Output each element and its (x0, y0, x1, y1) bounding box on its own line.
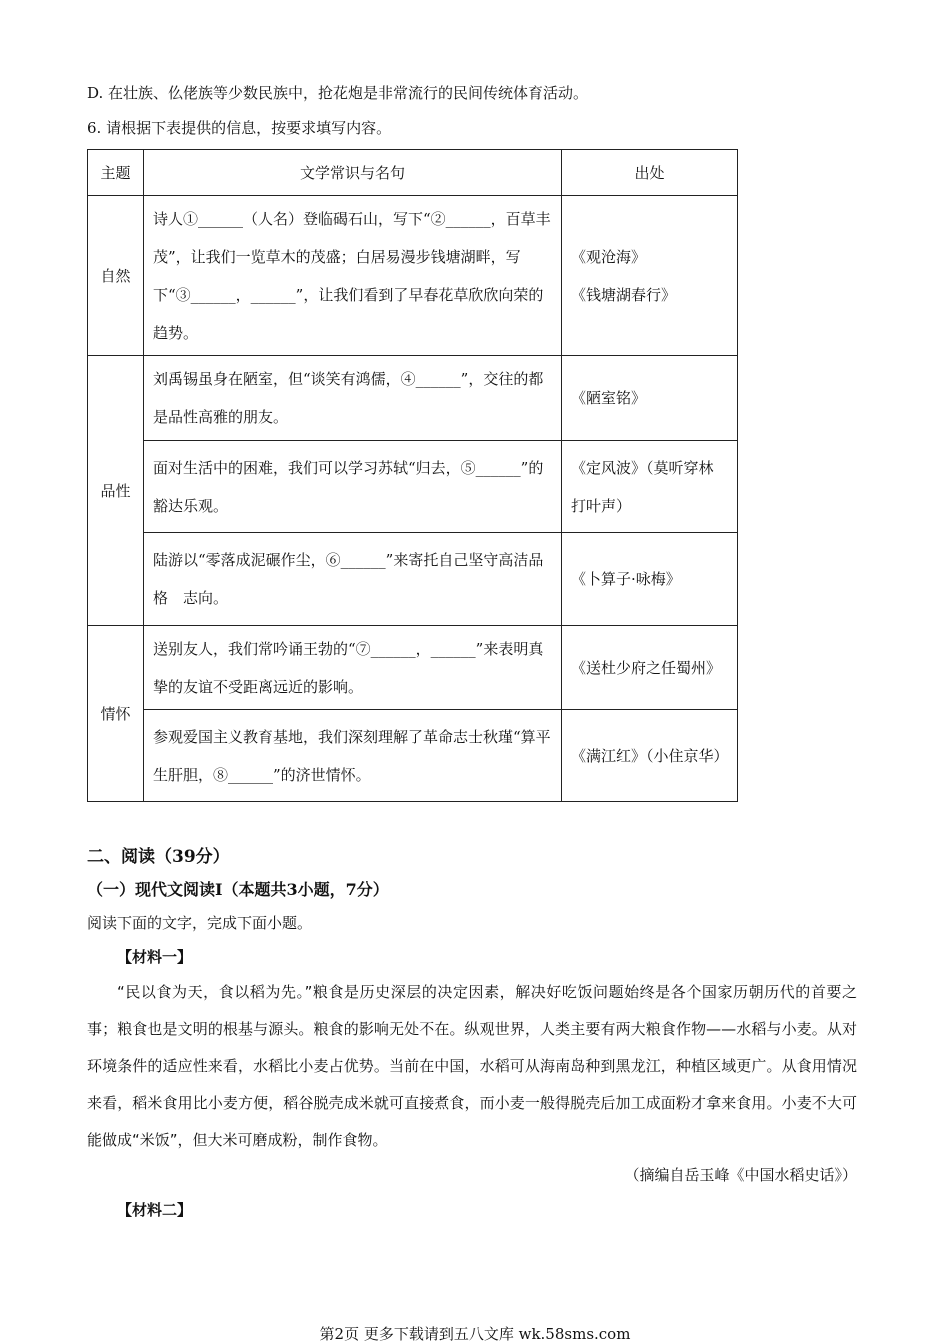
question-6-prompt: 6. 请根据下表提供的信息，按要求填写内容。 (87, 119, 392, 137)
section-modern-text-title: （一）现代文阅读Ⅰ（本题共3小题，7分） (87, 880, 389, 899)
topic-emotion: 情怀 (88, 626, 144, 802)
header-knowledge: 文学常识与名句 (144, 150, 562, 196)
character-text-1: 刘禹锡虽身在陋室，但“谈笑有鸿儒，④______”，交往的都是品性高雅的朋友。 (144, 356, 562, 441)
option-d: D. 在壮族、仫佬族等少数民族中，抢花炮是非常流行的民间传统体育活动。 (87, 84, 589, 102)
nature-source (562, 196, 738, 356)
reading-instruction: 阅读下面的文字，完成下面小题。 (87, 914, 313, 932)
character-text-3: 陆游以“零落成泥碾作尘，⑥______”来寄托自己坚守高洁品格 志向。 (144, 533, 562, 626)
material-1-source: （摘编自岳玉峰《中国水稻史话》） (624, 1166, 857, 1184)
character-text-2: 面对生活中的困难，我们可以学习苏轼“归去，⑤______”的豁达乐观。 (144, 441, 562, 533)
table-row (88, 533, 738, 626)
header-source: 出处 (562, 150, 738, 196)
topic-character: 品性 (88, 356, 144, 626)
table-row (88, 710, 738, 802)
character-source-1: 《陋室铭》 (562, 356, 738, 441)
table-row (88, 356, 738, 441)
table-row (88, 441, 738, 533)
emotion-text-1: 送别友人，我们常吟诵王勃的“⑦______，______”来表明真挚的友谊不受距离远近的影响。 (144, 626, 562, 710)
emotion-source-1: 《送杜少府之任蜀州》 (562, 626, 738, 710)
nature-source-1: 《观沧海》 (571, 247, 647, 266)
nature-text: 诗人①______（人名）登临碣石山，写下“②______，百草丰茂”，让我们一览草木的茂盛；白居易漫步钱塘湖畔，写下“③______，______”，让我们看到了早春花草欣欣向荣的趋势。 (144, 196, 562, 356)
header-topic: 主题 (88, 150, 144, 196)
page-footer: 第2页 更多下载请到五八文库 wk.58sms.com (319, 1325, 631, 1343)
table-header-row (88, 150, 738, 196)
material-1-text: “民以食为天，食以稻为先。”粮食是历史深层的决定因素，解决好吃饭问题始终是各个国家历朝历代的首要之事；粮食也是文明的根基与源头。粮食的影响无处不在。纵观世界，人类主要有两大粮食作物——水稻与小麦。从对环境条件的适应性来看，水稻比小麦占优势。当前在中国，水稻可从海南岛种到黑龙江，种植区域更广。从食用情况来看，稻米食用比小麦方便，稻谷脱壳成米就可直接煮食，而小麦一般得脱壳后加工成面粉才拿来食用。小麦不大可能做成“米饭”，但大米可磨成粉，制作食物。 (87, 983, 857, 1149)
topic-nature: 自然 (88, 196, 144, 356)
material-1-label: 【材料一】 (117, 948, 193, 966)
nature-source-2: 《钱塘湖春行》 (571, 285, 677, 304)
character-source-3: 《卜算子·咏梅》 (562, 533, 738, 626)
material-2-label: 【材料二】 (117, 1201, 193, 1219)
character-source-2: 《定风波》（莫听穿林打叶声） (562, 441, 738, 533)
table-row (88, 196, 738, 356)
emotion-source-2: 《满江红》（小住京华） (562, 710, 738, 802)
poetry-table (87, 149, 738, 802)
section-reading-title: 二、阅读（39分） (87, 847, 230, 867)
emotion-text-2: 参观爱国主义教育基地，我们深刻理解了革命志士秋瑾“算平生肝胆，⑧______”的济世情怀。 (144, 710, 562, 802)
table-row (88, 626, 738, 710)
